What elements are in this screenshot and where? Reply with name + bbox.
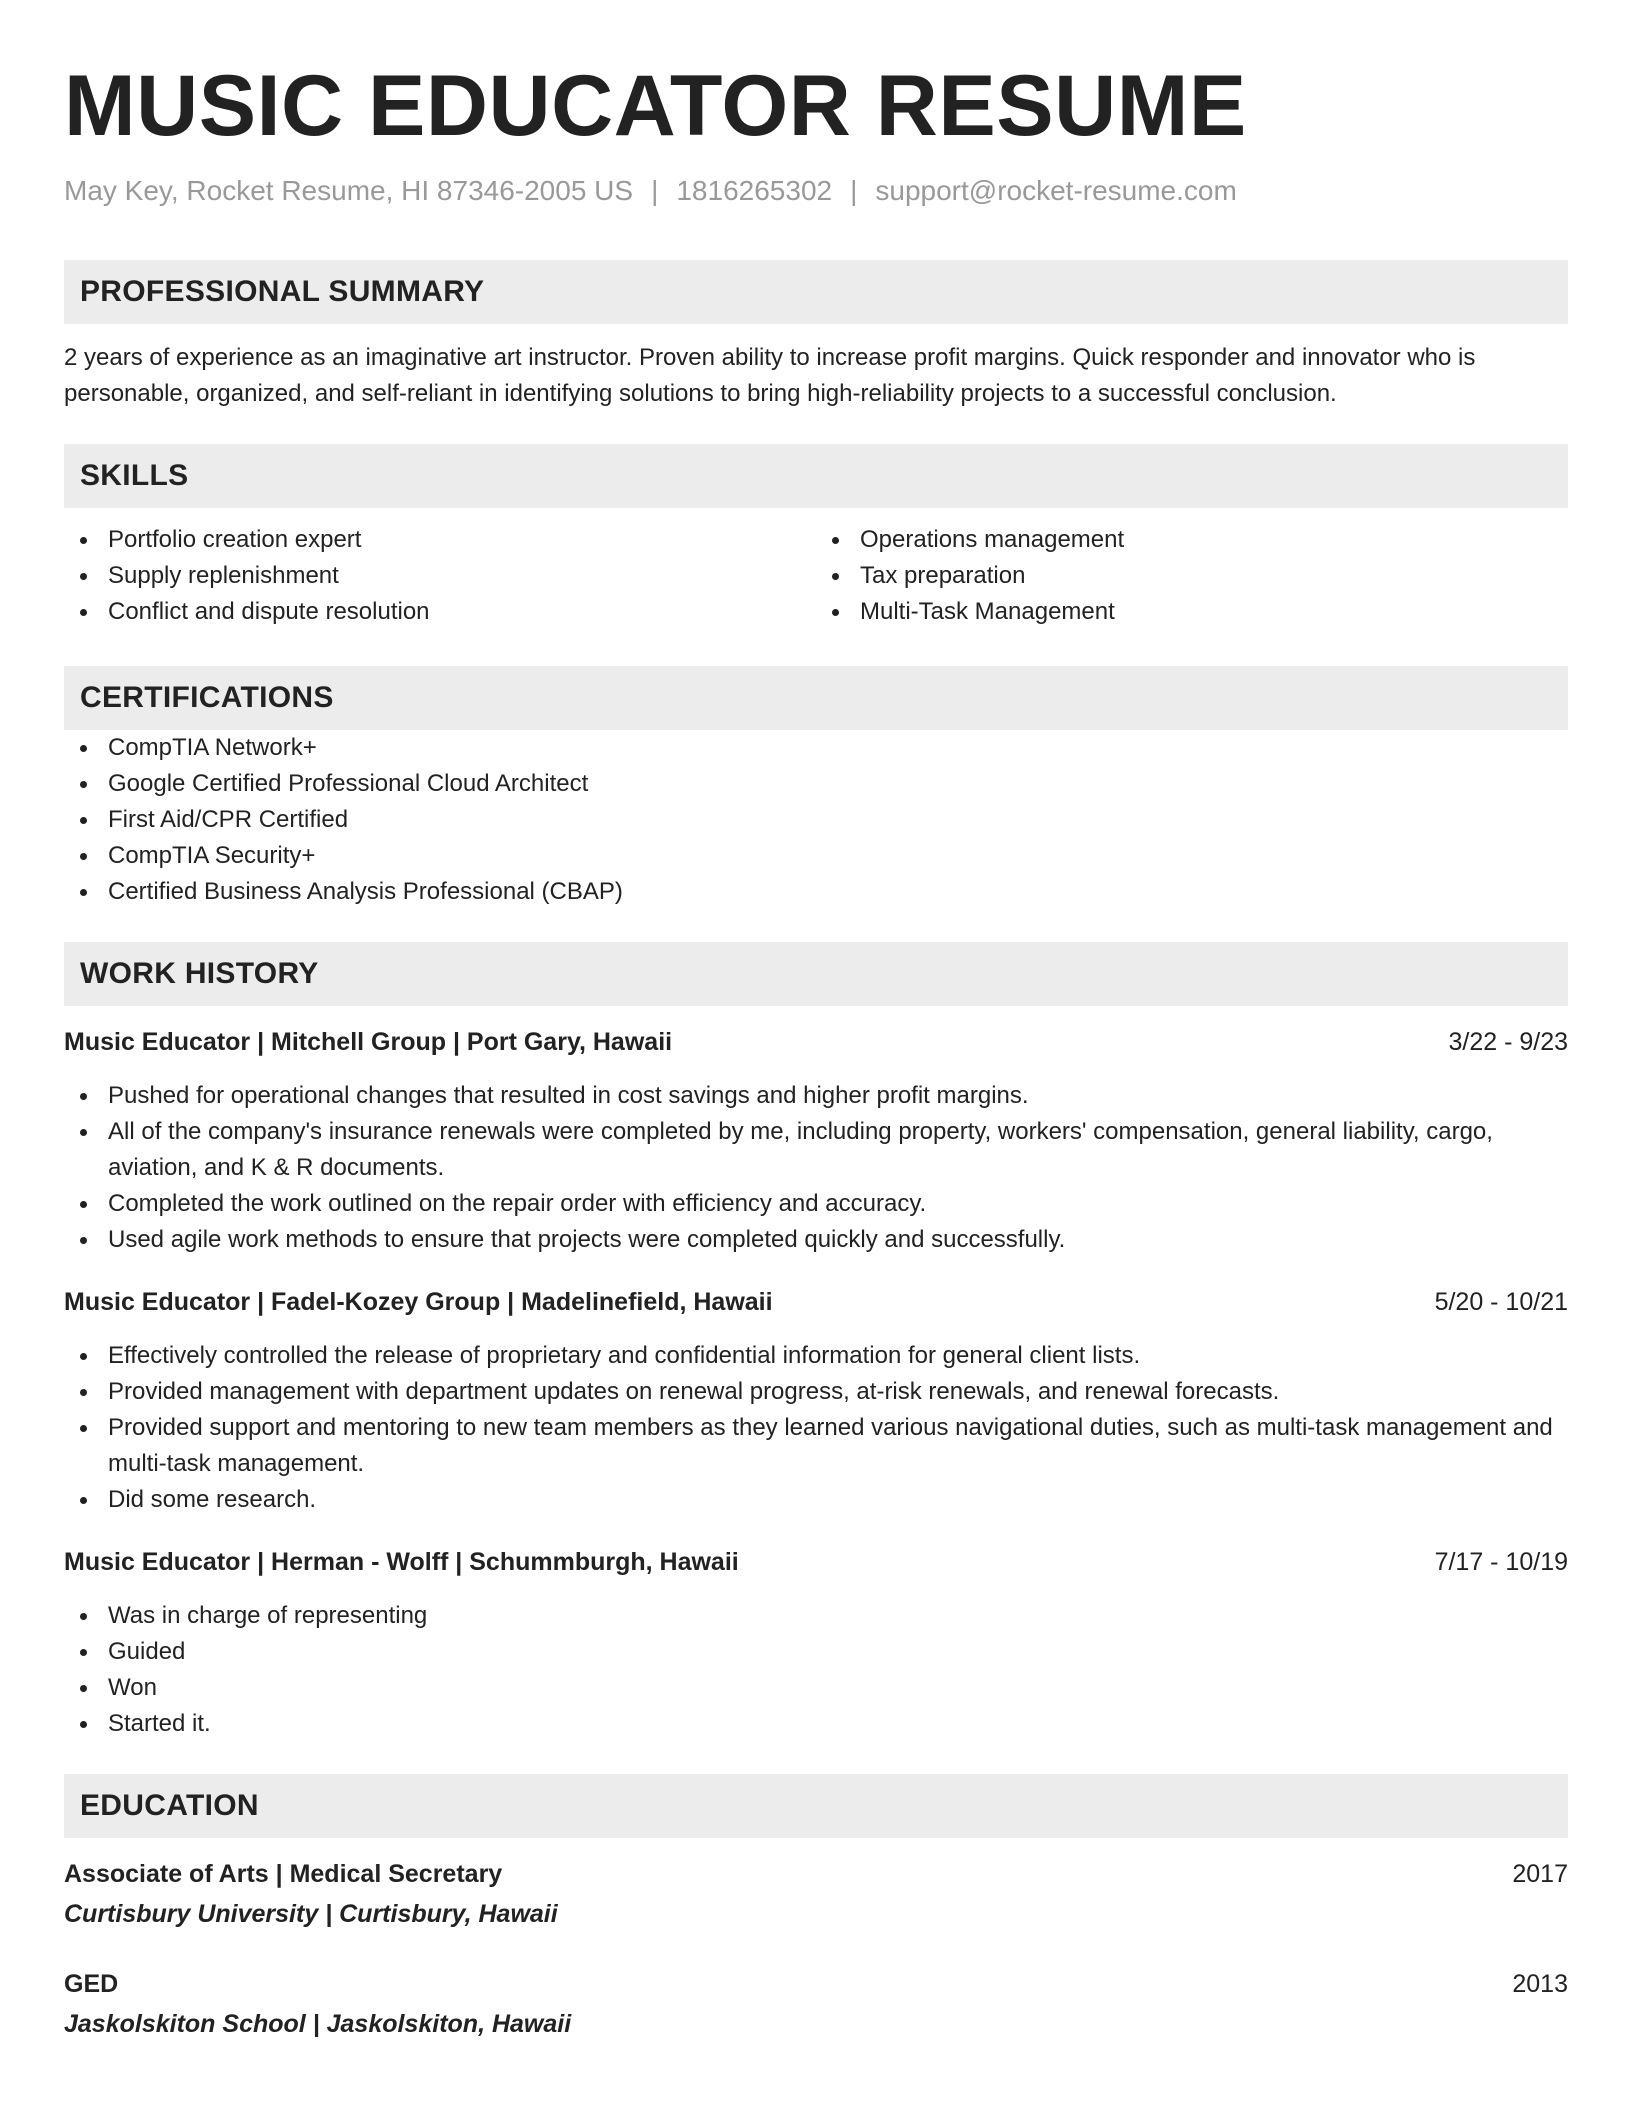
job-title: Music Educator | Fadel-Kozey Group | Madelinefield, Hawaii [64,1288,773,1316]
section-header-skills: SKILLS [64,444,1568,508]
contact-phone: 1816265302 [676,175,833,206]
job-bullet: Started it. [64,1706,1568,1742]
section-header-education: EDUCATION [64,1774,1568,1838]
contact-separator: | [850,175,858,206]
skills-grid [64,522,1568,630]
job-bullet: Provided support and mentoring to new team members as they learned various navigational duties, such as multi-task management and multi-task management. [64,1410,1568,1482]
job-bullet: Completed the work outlined on the repair order with efficiency and accuracy. [64,1186,1568,1222]
education-year: 2017 [1512,1860,1568,1888]
job-title: Music Educator | Herman - Wolff | Schummburgh, Hawaii [64,1548,739,1576]
contact-email: support@rocket-resume.com [875,175,1237,206]
education-year: 2013 [1512,1970,1568,1998]
job-dates: 5/20 - 10/21 [1434,1288,1568,1316]
certification-item: CompTIA Security+ [64,838,1568,874]
job-bullets [64,1598,1568,1742]
certification-item: Google Certified Professional Cloud Architect [64,766,1568,802]
education-degree: Associate of Arts | Medical Secretary [64,1860,503,1888]
job-title: Music Educator | Mitchell Group | Port Gary, Hawaii [64,1028,673,1056]
certification-item: First Aid/CPR Certified [64,802,1568,838]
skill-item: Operations management [816,522,1568,558]
job-bullet: Pushed for operational changes that resulted in cost savings and higher profit margins. [64,1078,1568,1114]
job-dates: 3/22 - 9/23 [1448,1028,1568,1056]
education-entry [64,1966,1568,2042]
job-bullet: Used agile work methods to ensure that projects were completed quickly and successfully. [64,1222,1568,1258]
education-entry [64,1856,1568,1932]
job-bullets [64,1338,1568,1518]
job-entry [64,1544,1568,1742]
job-entry [64,1024,1568,1258]
contact-line [64,174,1568,208]
job-entry [64,1284,1568,1518]
job-bullet: Provided management with department updates on renewal progress, at-risk renewals, and renewal forecasts. [64,1374,1568,1410]
job-bullet: Effectively controlled the release of proprietary and confidential information for general client lists. [64,1338,1568,1374]
contact-separator: | [651,175,659,206]
job-bullet: Guided [64,1634,1568,1670]
section-header-summary: PROFESSIONAL SUMMARY [64,260,1568,324]
job-bullets [64,1078,1568,1258]
resume-title: MUSIC EDUCATOR RESUME [64,58,1247,154]
job-bullet: All of the company's insurance renewals were completed by me, including property, workers' compensation, general liability, cargo, aviation, and K & R documents. [64,1114,1568,1186]
job-bullet: Did some research. [64,1482,1568,1518]
education-degree: GED [64,1970,119,1998]
skill-item: Multi-Task Management [816,594,1568,630]
section-header-work-history: WORK HISTORY [64,942,1568,1006]
skill-item: Supply replenishment [64,558,816,594]
certifications-list [64,730,1568,910]
skill-item: Tax preparation [816,558,1568,594]
certification-item: Certified Business Analysis Professional (CBAP) [64,874,1568,910]
skills-column-right [816,522,1568,630]
skill-item: Conflict and dispute resolution [64,594,816,630]
summary-text: 2 years of experience as an imaginative art instructor. Proven ability to increase profit margins. Quick responder and innovator who is personable, organized, and self-reliant in identifying solutions to bring high-reliability projects to a successful conclusion. [64,344,1476,407]
education-school: Curtisbury University | Curtisbury, Hawaii [64,1900,558,1928]
job-dates: 7/17 - 10/19 [1434,1548,1568,1576]
job-bullet: Was in charge of representing [64,1598,1568,1634]
job-bullet: Won [64,1670,1568,1706]
contact-address: May Key, Rocket Resume, HI 87346-2005 US [64,175,634,206]
skills-column-left [64,522,816,630]
certification-item: CompTIA Network+ [64,730,1568,766]
education-school: Jaskolskiton School | Jaskolskiton, Hawaii [64,2010,572,2038]
skill-item: Portfolio creation expert [64,522,816,558]
section-header-certifications: CERTIFICATIONS [64,666,1568,730]
